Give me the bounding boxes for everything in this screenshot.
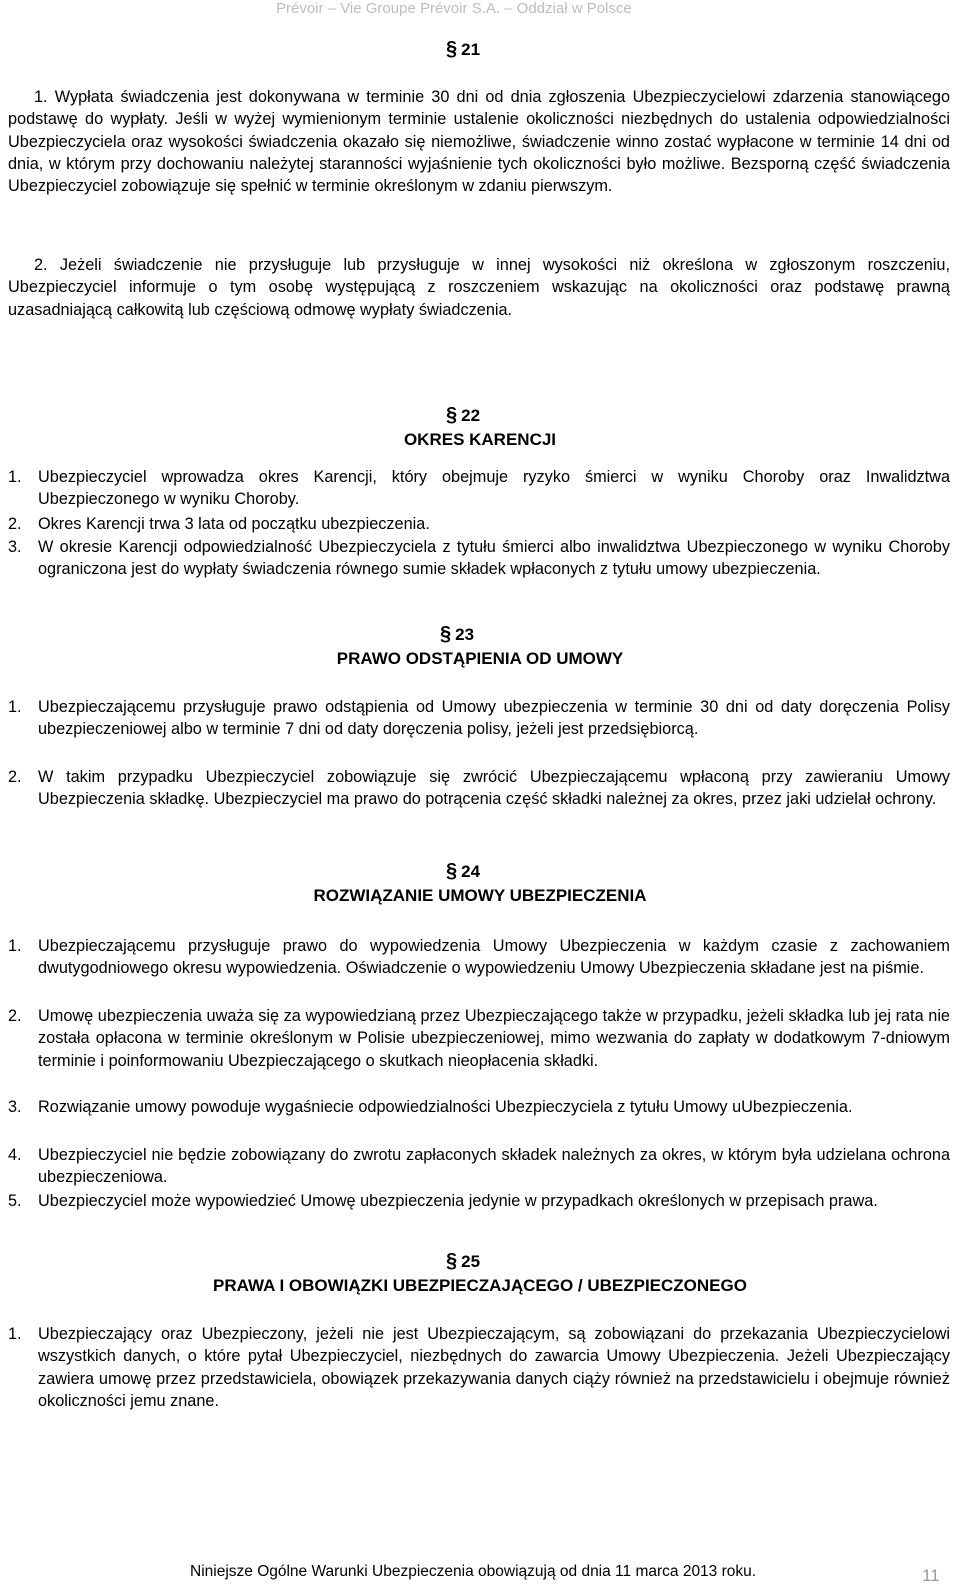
page-footer: Niniejsze Ogólne Warunki Ubezpieczenia obowiązują od dnia 11 marca 2013 roku.: [190, 1563, 757, 1580]
list-item: 5. Ubezpieczyciel może wypowiedzieć Umowę ubezpieczenia jedynie w przypadkach określonych w przepisach prawa.: [8, 1192, 878, 1210]
section-title: PRAWA I OBOWIĄZKI UBEZPIECZAJĄCEGO / UBEZPIECZONEGO: [213, 1276, 747, 1295]
section-title: ROZWIĄZANIE UMOWY UBEZPIECZENIA: [313, 886, 647, 905]
section-title: OKRES KARENCJI: [403, 430, 557, 449]
list-item: 1. Ubezpieczający oraz Ubezpieczony, jeżeli nie jest Ubezpieczającym, są zobowiązani do przekazania Ubezpieczycielowi wszystkich danych, o które pytał Ubezpieczyciel, niezbędnych do zawarcia Umowy Ubezpieczenia. Jeżeli Ubezpieczający zawiera umowę przez przedstawiciela, obowiązek przekazywania danych ciąży również na przedstawicielu i obejmuje również okoliczności jemu znane.: [8, 1325, 950, 1410]
item-text: Jeżeli świadczenie nie przysługuje lub przysługuje w innej wysokości niż określona w zgłoszonym roszczeniu, Ubezpieczyciel informuje o tym osobę występującą z roszczeniem wskazując na okoliczności oraz podstawę prawną uzasadniającą całkowitą lub częściową odmowę wypłaty świadczenia.: [8, 256, 950, 319]
section-title: PRAWO ODSTĄPIENIA OD UMOWY: [336, 649, 624, 668]
list-item: 1. Ubezpieczyciel wprowadza okres Karencji, który obejmuje ryzyko śmierci w wyniku Choroby oraz Inwalidztwa Ubezpieczonego w wyniku Choroby.: [8, 468, 950, 509]
list-item: 1. Ubezpieczającemu przysługuje prawo do wypowiedzenia Umowy Ubezpieczenia w każdym czasie z zachowaniem dwutygodniowego okresu wypowiedzenia. Oświadczenie o wypowiedzeniu Umowy Ubezpieczenia składane jest na piśmie.: [8, 937, 950, 978]
section-number-24: § 24: [446, 860, 481, 882]
item-text: Wypłata świadczenia jest dokonywana w terminie 30 dni od dnia zgłoszenia Ubezpieczycielowi zdarzenia stanowiącego podstawę do wypłaty. Jeśli w wyżej wymienionym terminie ustalenie okoliczności niezbędnych do ustalenia odpowiedzialności Ubezpieczyciela oraz wysokości świadczenia okazało się niemożliwe, świadczenie winno zostać wypłacone w terminie 14 dni od dnia, w którym przy dochowaniu należytej staranności wyjaśnienie tych okoliczności było możliwe. Bezsporną część świadczenia Ubezpieczyciel zobowiązuje się spełnić w terminie określonym w zdaniu pierwszym.: [8, 88, 951, 196]
page-number: 11: [922, 1566, 940, 1585]
list-item: 2. Okres Karencji trwa 3 lata od początku ubezpieczenia.: [8, 515, 430, 533]
list-item: 1. Wypłata świadczenia jest dokonywana w terminie 30 dni od dnia zgłoszenia Ubezpieczycielowi zdarzenia stanowiącego podstawę do wypłaty. Jeśli w wyżej wymienionym terminie ustalenie okoliczności niezbędnych do ustalenia odpowiedzialności Ubezpieczyciela oraz wysokości świadczenia okazało się niemożliwe, świadczenie winno zostać wypłacone w terminie 14 dni od dnia, w którym przy dochowaniu należytej staranności wyjaśnienie tych okoliczności było możliwe. Bezsporną część świadczenia Ubezpieczyciel zobowiązuje się spełnić w terminie określonym w zdaniu pierwszym.: [8, 88, 951, 196]
list-item: 2. W takim przypadku Ubezpieczyciel zobowiązuje się zwrócić Ubezpieczającemu wpłaconą przy zawieraniu Umowy Ubezpieczenia składkę. Ubezpieczyciel ma prawo do potrącenia część składki należnej za okres, przez jaki udzielał ochrony.: [8, 768, 950, 809]
list-item: 3. W okresie Karencji odpowiedzialność Ubezpieczyciela z tytułu śmierci albo inwalidztwa Ubezpieczonego w wyniku Choroby ograniczona jest do wypłaty świadczenia równego sumie składek wpłaconych z tytułu umowy ubezpieczenia.: [8, 538, 950, 579]
list-item: 2. Umowę ubezpieczenia uważa się za wypowiedzianą przez Ubezpieczającego także w przypadku, jeżeli składka lub jej rata nie została opłacona w terminie określonym w Polisie ubezpieczeniowej, mimo wezwania do zapłaty w dodatkowym 7-dniowym terminie i poinformowaniu Ubezpieczającego o skutkach nieopłacenia składki.: [8, 1007, 950, 1070]
section-symbol: §: [446, 38, 458, 60]
section-number-22: § 22: [446, 404, 481, 426]
section-number-23: § 23: [440, 623, 475, 645]
section-number-21: § 21: [446, 38, 481, 60]
page-header: Prévoir – Vie Groupe Prévoir S.A. – Oddział w Polsce: [276, 0, 632, 17]
list-item: 3. Rozwiązanie umowy powoduje wygaśniecie odpowiedzialności Ubezpieczyciela z tytułu Umowy uUbezpieczenia.: [8, 1098, 853, 1116]
list-item: 1. Ubezpieczającemu przysługuje prawo odstąpienia od Umowy ubezpieczenia w terminie 30 dni od daty doręczenia Polisy ubezpieczeniowej albo w terminie 7 dni od daty doręczenia polisy, jeżeli jest przedsiębiorcą.: [8, 698, 950, 739]
list-item: 4. Ubezpieczyciel nie będzie zobowiązany do zwrotu zapłaconych składek należnych za okres, w którym była udzielana ochrona ubezpieczeniowa.: [8, 1146, 950, 1187]
list-item: 2. Jeżeli świadczenie nie przysługuje lub przysługuje w innej wysokości niż określona w zgłoszonym roszczeniu, Ubezpieczyciel informuje o tym osobę występującą z roszczeniem wskazując na okoliczności oraz podstawę prawną uzasadniającą całkowitą lub częściową odmowę wypłaty świadczenia.: [8, 256, 950, 319]
section-number-25: § 25: [446, 1250, 481, 1272]
